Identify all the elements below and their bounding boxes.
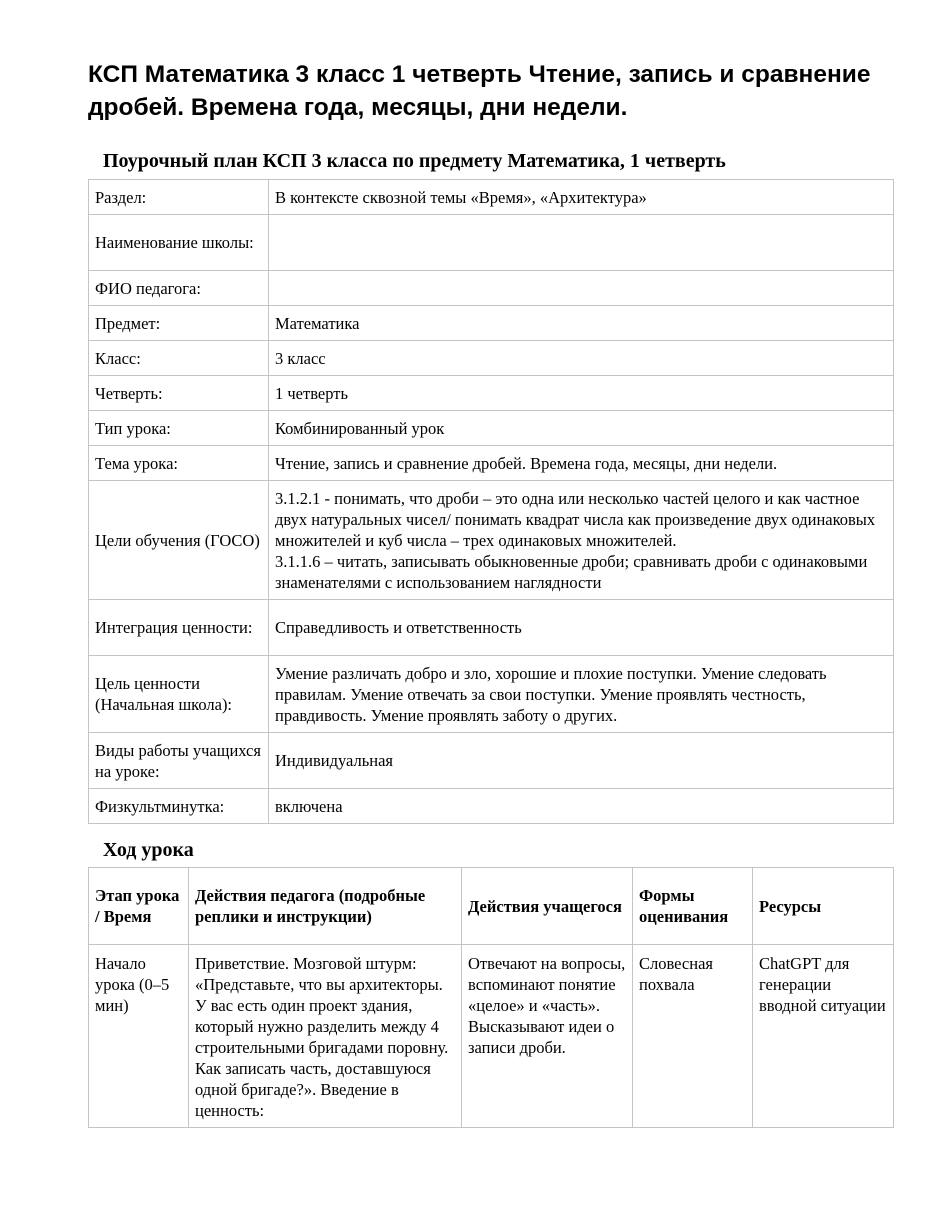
cell-teacher-actions: Приветствие. Мозговой штурм: «Представьте, что вы архитекторы. У вас есть один проект здания, который нужно разделить между 4 строительными бригадами поровну. Как записать часть, доставшуюся одной бригаде?». Введение в ценность: — [189, 945, 462, 1128]
info-value: Умение различать добро и зло, хорошие и плохие поступки. Умение следовать правилам. Умение отвечать за свои поступки. Умение проявлять честность, правдивость. Умение проявлять заботу о других. — [269, 656, 894, 733]
header-teacher-actions: Действия педагога (подробные реплики и инструкции) — [189, 868, 462, 945]
info-value: Справедливость и ответственность — [269, 600, 894, 656]
info-row-learning-goals — [89, 481, 894, 600]
info-row-section — [89, 180, 894, 215]
document-title: КСП Математика 3 класс 1 четверть Чтение, запись и сравнение дробей. Времена года, месяцы, дни недели. — [88, 61, 871, 121]
info-value: Индивидуальная — [269, 733, 894, 789]
info-label: Физкультминутка: — [89, 789, 269, 824]
lesson-flow-subtitle: Ход урока — [103, 839, 194, 861]
info-label: ФИО педагога: — [89, 271, 269, 306]
info-row-value-goal — [89, 656, 894, 733]
info-label: Тип урока: — [89, 411, 269, 446]
info-label: Четверть: — [89, 376, 269, 411]
cell-stage-time: Начало урока (0–5 мин) — [89, 945, 189, 1128]
cell-assessment-forms: Словесная похвала — [633, 945, 753, 1128]
info-row-teacher — [89, 271, 894, 306]
info-row-lesson-type — [89, 411, 894, 446]
info-value: Комбинированный урок — [269, 411, 894, 446]
document-page — [88, 58, 893, 1128]
info-value: 3 класс — [269, 341, 894, 376]
info-label: Виды работы учащихся на уроке: — [89, 733, 269, 789]
info-label: Цель ценности (Начальная школа): — [89, 656, 269, 733]
lesson-flow-table — [88, 867, 894, 1128]
info-row-school — [89, 215, 894, 271]
info-label: Интеграция ценности: — [89, 600, 269, 656]
info-row-quarter — [89, 376, 894, 411]
info-value: 3.1.2.1 - понимать, что дроби – это одна или несколько частей целого и как частное двух натуральных чисел/ понимать квадрат числа как произведение двух одинаковых множителей и куб числа – трех одинаковых множителей. 3.1.1.6 – читать, записывать обыкновенные дроби; сравнивать дроби с одинаковыми знаменателями с использованием наглядности — [269, 481, 894, 600]
info-row-lesson-topic — [89, 446, 894, 481]
info-value: В контексте сквозной темы «Время», «Архитектура» — [269, 180, 894, 215]
info-value — [269, 271, 894, 306]
cell-resources: ChatGPT для генерации вводной ситуации — [753, 945, 894, 1128]
info-row-subject — [89, 306, 894, 341]
info-value: Математика — [269, 306, 894, 341]
info-row-value-integration — [89, 600, 894, 656]
table-row — [89, 945, 894, 1128]
info-label: Класс: — [89, 341, 269, 376]
plan-subtitle: Поурочный план КСП 3 класса по предмету Математика, 1 четверть — [103, 150, 726, 172]
info-label: Предмет: — [89, 306, 269, 341]
info-value: Чтение, запись и сравнение дробей. Времена года, месяцы, дни недели. — [269, 446, 894, 481]
header-resources: Ресурсы — [753, 868, 894, 945]
header-student-actions: Действия учащегося — [462, 868, 633, 945]
info-value: включена — [269, 789, 894, 824]
info-value — [269, 215, 894, 271]
lesson-table-header-row — [89, 868, 894, 945]
info-row-work-types — [89, 733, 894, 789]
info-row-phys-break — [89, 789, 894, 824]
header-assessment-forms: Формы оценивания — [633, 868, 753, 945]
cell-student-actions: Отвечают на вопросы, вспоминают понятие «целое» и «часть». Высказывают идеи о записи дроби. — [462, 945, 633, 1128]
info-value: 1 четверть — [269, 376, 894, 411]
info-label: Раздел: — [89, 180, 269, 215]
info-label: Наименование школы: — [89, 215, 269, 271]
info-row-class — [89, 341, 894, 376]
header-stage-time: Этап урока / Время — [89, 868, 189, 945]
info-label: Цели обучения (ГОСО) — [89, 481, 269, 600]
info-label: Тема урока: — [89, 446, 269, 481]
lesson-info-table — [88, 179, 894, 824]
